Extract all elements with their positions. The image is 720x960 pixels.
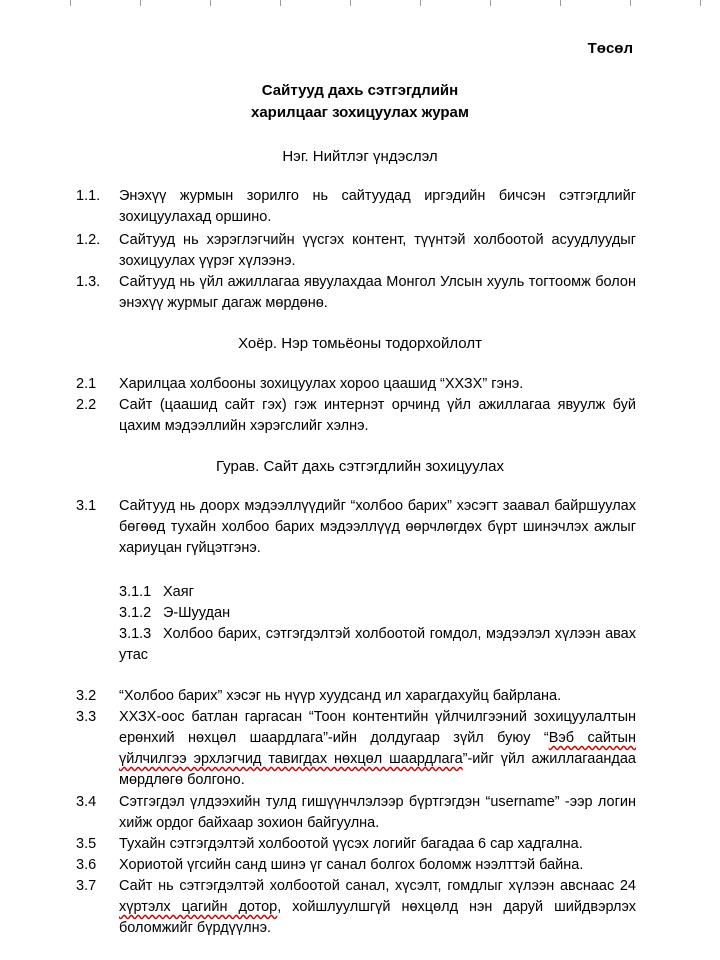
item-text <box>119 876 636 939</box>
item-text: “Холбоо барих” хэсэг нь нүүр хуудсанд ил харагдахуйц байрлана. <box>119 688 562 704</box>
sub-item-number: 3.1.1 <box>119 584 152 600</box>
section-heading-3: Гурав. Сайт дахь сэтгэгдлийн зохицуулах <box>216 458 504 475</box>
spellcheck-underlined-text: хүртэлх цагийн дотор <box>119 899 278 915</box>
item-text: Харилцаа холбооны зохицуулах хороо цаашид “ХХЗХ” гэнэ. <box>119 376 524 392</box>
item-text: Сэтгэгдэл үлдээхийн тулд гишүүнчлэлээр бүртгэгдэн “username” -ээр логин хийж ордог байхаар зохион байгуулна. <box>119 794 636 831</box>
item-number: 1.2. <box>76 232 101 248</box>
sub-item-text: Хаяг <box>163 584 194 600</box>
item-number: 3.6 <box>76 857 97 873</box>
draft-label: Төсөл <box>587 40 633 57</box>
item-number: 3.1 <box>76 498 97 514</box>
spellcheck-underlined-text: Вэб сайтын үйлчилгээ эрхлэгчид тавигдах нөхцөл шаардлага <box>119 730 636 767</box>
item-text-part: Сайт нь сэтгэгдэлтэй холбоотой санал, хүсэлт, гомдлыг хүлээн авснаас 24 <box>119 878 636 894</box>
item-number: 2.1 <box>76 376 97 392</box>
sub-list-item <box>119 603 636 624</box>
item-text-part: , хойшлуулшгүй нөхцөлд нэн даруй шийдвэрлэх боломжийг бүрдүүлнэ. <box>119 899 637 936</box>
item-text-part: ХХЗХ-оос батлан гаргасан “Тоон контентийн үйлчилгээний зохицуулалтын ерөнхий нөхцөл шаардлага”-ийн долдугаар зүйл буюу “ <box>119 709 636 746</box>
document-title <box>0 80 720 124</box>
item-text <box>119 707 636 791</box>
item-number: 1.3. <box>76 274 101 290</box>
sub-item-number: 3.1.3 <box>119 626 152 642</box>
item-number: 3.3 <box>76 709 97 725</box>
item-text: Сайтууд нь үйл ажиллагаа явуулахдаа Монгол Улсын хууль тогтоомж болон энэхүү журмыг дагаж мөрдөнө. <box>119 274 636 311</box>
item-number: 3.7 <box>76 878 97 894</box>
item-text: Хориотой үгсийн санд шинэ үг санал болгох боломж нээлттэй байна. <box>119 857 584 873</box>
item-number: 3.4 <box>76 794 97 810</box>
item-text: Энэхүү журмын зорилго нь сайтуудад иргэдийн бичсэн сэтгэгдлийг зохицуулахад оршино. <box>119 188 636 225</box>
section-heading-1: Нэг. Нийтлэг үндэслэл <box>282 148 438 165</box>
item-text: Сайт (цаашид сайт гэх) гэж интернэт орчинд үйл ажиллагаа явуулж буй цахим мэдээллийн хэрэгслийг хэлнэ. <box>119 397 636 434</box>
sub-item-text: Э-Шуудан <box>163 605 231 621</box>
title-line-1: Сайтууд дахь сэтгэгдлийн <box>261 82 459 99</box>
item-text: Сайтууд нь хэрэглэгчийн үүсгэх контент, түүнтэй холбоотой асуудлуудыг зохицуулах үүрэг хүлээнэ. <box>119 232 636 269</box>
item-number: 2.2 <box>76 397 97 413</box>
sub-item-text: Холбоо барих, сэтгэгдэлтэй холбоотой гомдол, мэдээлэл хүлээн авах утас <box>119 626 636 663</box>
sub-list-item <box>119 624 636 666</box>
item-number: 3.2 <box>76 688 97 704</box>
section-heading-2: Хоёр. Нэр томьёоны тодорхойлолт <box>238 335 482 352</box>
item-text: Тухайн сэтгэгдэлтэй холбоотой үүсэх логийг багадаа 6 сар хадгална. <box>119 836 583 852</box>
sub-item-number: 3.1.2 <box>119 605 152 621</box>
item-number: 3.5 <box>76 836 97 852</box>
item-number: 1.1. <box>76 188 101 204</box>
sub-list-item <box>119 582 636 603</box>
title-line-2: харилцааг зохицуулах журам <box>250 104 469 121</box>
item-text-part: ”-ийг үйл ажиллагаандаа мөрдлөгө болгоно. <box>119 751 636 788</box>
item-text: Сайтууд нь доорх мэдээллүүдийг “холбоо барих” хэсэгт заавал байршуулах бөгөөд тухайн холбоо барих мэдээллүүд өөрчлөгдөх бүрт шинэчлэх ажлыг хариуцан гүйцэтгэнэ. <box>119 498 636 556</box>
